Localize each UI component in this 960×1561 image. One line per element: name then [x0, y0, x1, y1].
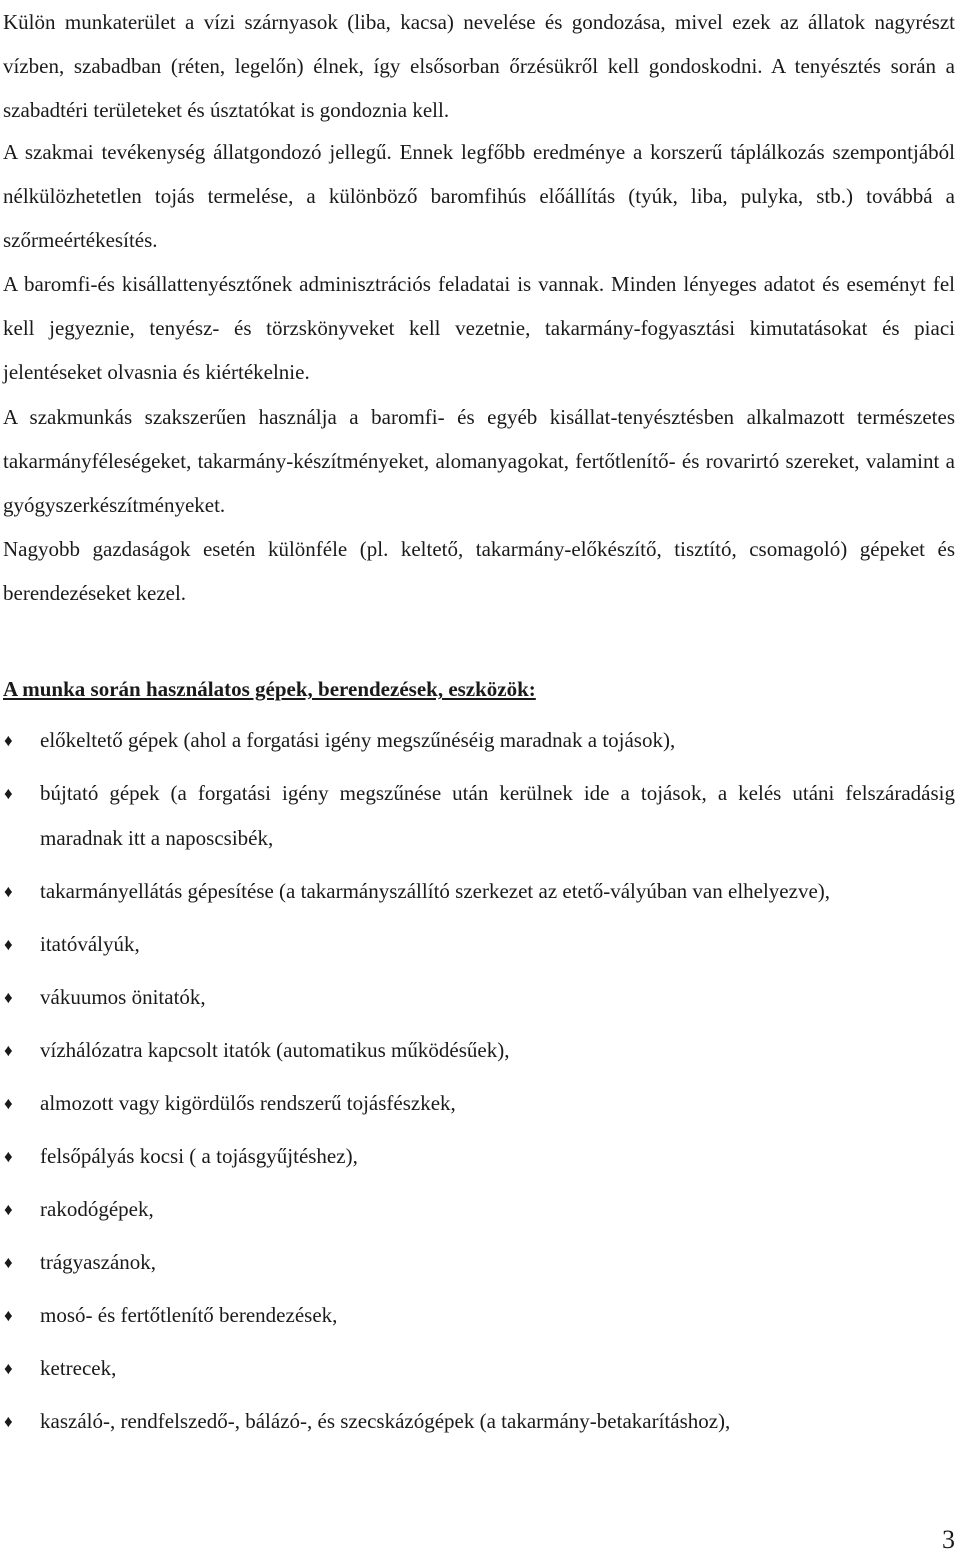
list-item-text: almozott vagy kigördülős rendszerű tojásfészkek,	[40, 1091, 456, 1115]
diamond-bullet-icon: ♦	[4, 882, 13, 901]
diamond-bullet-icon: ♦	[4, 1412, 13, 1431]
list-item-text: ketrecek,	[40, 1356, 117, 1380]
diamond-bullet-icon: ♦	[4, 1200, 13, 1219]
list-item-text: vákuumos önitatók,	[40, 985, 206, 1009]
diamond-bullet-icon: ♦	[4, 988, 13, 1007]
list-item	[0, 1134, 955, 1179]
diamond-bullet-icon: ♦	[4, 1253, 13, 1272]
diamond-bullet-icon: ♦	[4, 1359, 13, 1378]
list-item	[0, 1081, 955, 1126]
paragraph-activity: A szakmai tevékenység állatgondozó jellegű. Ennek legfőbb eredménye a korszerű táplálkozás szempontjából nélkülözhetetlen tojás termelése, a különböző baromfihús előállítás (tyúk, liba, pulyka, stb.) továbbá a szőrmeértékesítés.	[3, 140, 955, 252]
list-item	[0, 1187, 955, 1232]
diamond-bullet-icon: ♦	[4, 784, 13, 803]
list-item	[0, 1028, 955, 1073]
list-item-text: bújtató gépek (a forgatási igény megszűnése után kerülnek ide a tojások, a kelés utáni felszáradásig maradnak itt a naposcsibék,	[40, 781, 955, 850]
diamond-bullet-icon: ♦	[4, 1306, 13, 1325]
list-item-text: rakodógépek,	[40, 1197, 154, 1221]
diamond-bullet-icon: ♦	[4, 731, 13, 750]
list-item-text: kaszáló-, rendfelszedő-, bálázó-, és szecskázógépek (a takarmány-betakarításhoz),	[40, 1409, 731, 1433]
page-number: 3	[942, 1525, 955, 1554]
list-item-text: trágyaszánok,	[40, 1250, 157, 1274]
list-item	[0, 1399, 955, 1444]
equipment-list	[0, 718, 960, 1452]
list-item	[0, 718, 955, 763]
list-item	[0, 869, 955, 914]
list-item-text: előkeltető gépek (ahol a forgatási igény megszűnéséig maradnak a tojások),	[40, 728, 676, 752]
list-item	[0, 771, 955, 861]
paragraph-machinery: Nagyobb gazdaságok esetén különféle (pl. keltető, takarmány-előkészítő, tisztító, csomagoló) gépeket és berendezéseket kezel.	[3, 537, 955, 605]
list-item-text: takarmányellátás gépesítése (a takarmányszállító szerkezet az etető-vályúban van elhelyezve),	[40, 879, 831, 903]
list-item	[0, 1240, 955, 1285]
paragraph-water-fowl: Külön munkaterület a vízi szárnyasok (liba, kacsa) nevelése és gondozása, mivel ezek az állatok nagyrészt vízben, szabadban (réten, legelőn) élnek, így elsősorban őrzésükről kell gondoskodni. A tenyésztés során a szabadtéri területeket és úsztatókat is gondoznia kell.	[3, 10, 955, 122]
list-item-text: vízhálózatra kapcsolt itatók (automatikus működésűek),	[40, 1038, 510, 1062]
diamond-bullet-icon: ♦	[4, 935, 13, 954]
diamond-bullet-icon: ♦	[4, 1094, 13, 1113]
list-item	[0, 1293, 955, 1338]
list-item	[0, 1346, 955, 1391]
paragraph-administration: A baromfi-és kisállattenyésztőnek adminisztrációs feladatai is vannak. Minden lényeges adatot és eseményt fel kell jegyeznie, tenyész- és törzskönyveket kell vezetnie, takarmány-fogyasztási kimutatásokat és piaci jelentéseket olvasnia és kiértékelnie.	[3, 272, 955, 384]
diamond-bullet-icon: ♦	[4, 1041, 13, 1060]
list-item	[0, 922, 955, 967]
list-item-text: itatóvályúk,	[40, 932, 140, 956]
list-item-text: mosó- és fertőtlenítő berendezések,	[40, 1303, 338, 1327]
paragraph-materials: A szakmunkás szakszerűen használja a baromfi- és egyéb kisállat-tenyésztésben alkalmazott természetes takarmányféleségeket, takarmány-készítményeket, alomanyagokat, fertőtlenítő- és rovarirtó szereket, valamint a gyógyszerkészítményeket.	[3, 405, 955, 517]
diamond-bullet-icon: ♦	[4, 1147, 13, 1166]
section-heading: A munka során használatos gépek, berendezések, eszközök:	[3, 677, 536, 701]
list-item-text: felsőpályás kocsi ( a tojásgyűjtéshez),	[40, 1144, 358, 1168]
list-item	[0, 975, 955, 1020]
